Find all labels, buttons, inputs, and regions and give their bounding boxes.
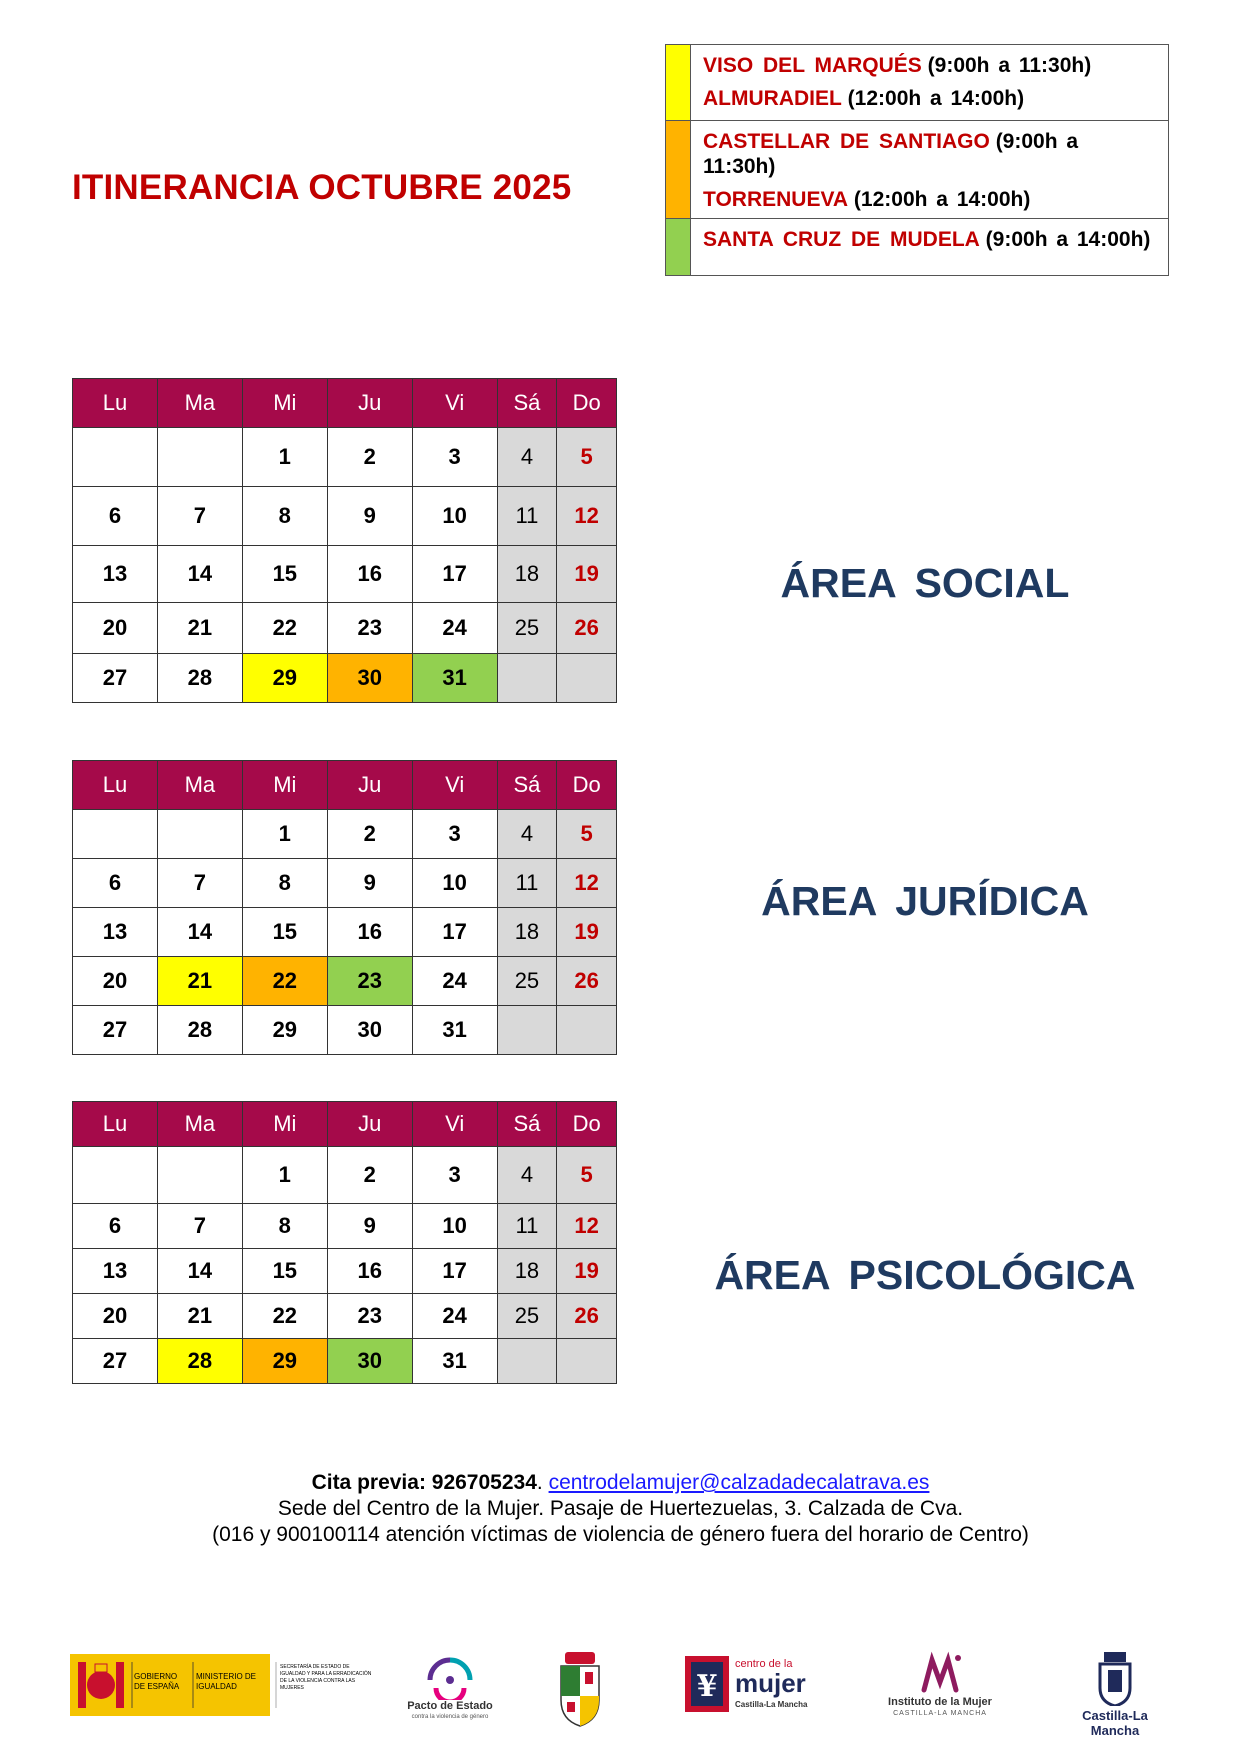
- legend-line: [703, 53, 1156, 78]
- calendar-week-row: [73, 1006, 617, 1055]
- weekday-header: Mi: [242, 379, 327, 428]
- gobierno-text: GOBIERNO DE ESPAÑA: [134, 1672, 180, 1691]
- email-link[interactable]: centrodelamujer@calzadadecalatrava.es: [548, 1471, 930, 1494]
- calendar-week-row: [73, 1249, 617, 1294]
- calendar-day-cell: 27: [73, 654, 158, 703]
- calendar-day-cell: 24: [412, 603, 497, 654]
- legend-entry: [691, 219, 1169, 276]
- calendar-day-cell: 12: [557, 859, 617, 908]
- weekday-header: Ju: [327, 379, 412, 428]
- calendar-day-cell: [557, 1006, 617, 1055]
- calendar-week-row: [73, 487, 617, 546]
- calendar-week-row: [73, 810, 617, 859]
- calendar-day-cell: 14: [157, 546, 242, 603]
- weekday-header: Ma: [157, 761, 242, 810]
- weekday-header: Ma: [157, 1102, 242, 1147]
- calendar-week-row: [73, 1204, 617, 1249]
- legend-line: [703, 129, 1156, 179]
- calendar-day-cell: 23: [327, 603, 412, 654]
- calendar-psicologica: [72, 1101, 617, 1384]
- calendar-day-cell: 25: [497, 957, 557, 1006]
- calendar-day-cell: 27: [73, 1339, 158, 1384]
- calendar-day-cell: 3: [412, 1147, 497, 1204]
- legend-line: [703, 227, 1156, 252]
- calendar-day-cell: 11: [497, 487, 557, 546]
- calendar-day-cell: [73, 428, 158, 487]
- legend-entry: [691, 45, 1169, 121]
- weekday-header: Sá: [497, 761, 557, 810]
- calendar-day-cell: 17: [412, 908, 497, 957]
- calendar-day-cell: 4: [497, 810, 557, 859]
- area-title-psicologica: ÁREA PSICOLÓGICA: [714, 1252, 1136, 1298]
- calendar-day-cell: 13: [73, 908, 158, 957]
- calendar-day-cell: 31: [412, 1006, 497, 1055]
- calendar-day-cell: 12: [557, 487, 617, 546]
- calendar-week-row: [73, 654, 617, 703]
- weekday-header-row: [73, 379, 617, 428]
- legend-entry: [691, 121, 1169, 219]
- calendar-day-cell: 13: [73, 1249, 158, 1294]
- calendar-day-cell: 1: [242, 428, 327, 487]
- calendar-day-cell: 6: [73, 1204, 158, 1249]
- weekday-header: Mi: [242, 761, 327, 810]
- instituto-subtext: CASTILLA-LA MANCHA: [893, 1710, 987, 1717]
- schedule-legend: [665, 44, 1169, 276]
- legend-place: SANTA CRUZ DE MUDELA: [703, 228, 980, 251]
- calendar-day-cell: 10: [412, 1204, 497, 1249]
- weekday-header: Vi: [412, 1102, 497, 1147]
- calendar-day-cell: 6: [73, 859, 158, 908]
- weekday-header: Vi: [412, 761, 497, 810]
- calendar-day-cell: 18: [497, 1249, 557, 1294]
- weekday-header: Mi: [242, 1102, 327, 1147]
- calendar-week-row: [73, 957, 617, 1006]
- address-line: Sede del Centro de la Mujer. Pasaje de Huertezuelas, 3. Calzada de Cva.: [277, 1497, 964, 1520]
- weekday-header-row: [73, 761, 617, 810]
- calendar-day-cell: 15: [242, 1249, 327, 1294]
- calendar-week-row: [73, 859, 617, 908]
- calendar-day-cell: 28: [157, 654, 242, 703]
- centro-main-text: mujer: [735, 1668, 806, 1698]
- calendar-day-cell: 10: [412, 487, 497, 546]
- calendar-day-cell: 27: [73, 1006, 158, 1055]
- calendar-day-cell: 10: [412, 859, 497, 908]
- calendar-day-cell: 22: [242, 1294, 327, 1339]
- calendar-day-cell: 19: [557, 546, 617, 603]
- calendar-day-cell: 8: [242, 487, 327, 546]
- calendar-day-cell: 5: [557, 1147, 617, 1204]
- calendar-day-cell: 1: [242, 810, 327, 859]
- calendar-day-cell: 21: [157, 603, 242, 654]
- calendar-day-cell: 7: [157, 487, 242, 546]
- calendar-week-row: [73, 1294, 617, 1339]
- calendar-day-cell: [157, 428, 242, 487]
- legend-hours: (12:00h a 14:00h): [853, 188, 1031, 211]
- calendar-week-row: [73, 1339, 617, 1384]
- calendar-day-cell: 5: [557, 428, 617, 487]
- calendar-day-cell: 9: [327, 487, 412, 546]
- calendar-day-cell: 23: [327, 1294, 412, 1339]
- weekday-header: Lu: [73, 379, 158, 428]
- legend-color-swatch: [666, 121, 691, 219]
- weekday-header: Sá: [497, 379, 557, 428]
- calendar-day-cell: 1: [242, 1147, 327, 1204]
- legend-place: VISO DEL MARQUÉS: [703, 54, 922, 77]
- logos-bar: [70, 1650, 1180, 1738]
- pacto-subtext: contra la violencia de género: [411, 1714, 489, 1720]
- area-title-social: ÁREA SOCIAL: [780, 560, 1070, 606]
- calendar-day-cell: 28: [157, 1006, 242, 1055]
- calendar-day-cell: 8: [242, 1204, 327, 1249]
- weekday-header-row: [73, 1102, 617, 1147]
- calendar-day-cell: 13: [73, 546, 158, 603]
- weekday-header: Ju: [327, 761, 412, 810]
- calendar-day-cell: 15: [242, 908, 327, 957]
- municipal-coat-of-arms-logo: [555, 1650, 605, 1730]
- centro-mujer-logo: [685, 1650, 815, 1730]
- calendar-day-cell: 20: [73, 957, 158, 1006]
- legend-place: ALMURADIEL: [703, 87, 842, 110]
- appointment-line: Cita previa: 926705234. centrodelamujer@calzadadecalatrava.es: [311, 1471, 930, 1494]
- clm-text: Castilla-La Mancha: [1082, 1708, 1148, 1738]
- weekday-header: Do: [557, 761, 617, 810]
- legend-hours: (9:00h a 14:00h): [985, 228, 1151, 251]
- castilla-la-mancha-logo: [1060, 1650, 1170, 1738]
- calendar-day-cell: [497, 1006, 557, 1055]
- legend-hours: (12:00h a 14:00h): [847, 87, 1025, 110]
- weekday-header: Do: [557, 379, 617, 428]
- instituto-text: Instituto de la Mujer: [888, 1696, 992, 1708]
- calendar-day-cell: 21: [157, 957, 242, 1006]
- area-title-juridica: ÁREA JURÍDICA: [761, 878, 1089, 924]
- appointment-phone: Cita previa: 926705234: [311, 1471, 537, 1494]
- calendar-day-cell: 30: [327, 1006, 412, 1055]
- calendar-day-cell: 11: [497, 1204, 557, 1249]
- calendar-day-cell: 19: [557, 1249, 617, 1294]
- calendar-day-cell: 31: [412, 654, 497, 703]
- calendar-day-cell: 14: [157, 1249, 242, 1294]
- calendar-day-cell: [497, 654, 557, 703]
- calendar-day-cell: [557, 1339, 617, 1384]
- calendar-day-cell: 30: [327, 654, 412, 703]
- calendar-day-cell: [73, 810, 158, 859]
- calendar-day-cell: 26: [557, 1294, 617, 1339]
- calendar-day-cell: 29: [242, 1006, 327, 1055]
- calendar-week-row: [73, 908, 617, 957]
- calendar-day-cell: 4: [497, 428, 557, 487]
- calendar-day-cell: [157, 810, 242, 859]
- gobierno-espana-logo: [70, 1650, 375, 1730]
- calendar-day-cell: 3: [412, 428, 497, 487]
- calendar-day-cell: 2: [327, 810, 412, 859]
- calendar-juridica: [72, 760, 617, 1055]
- pacto-text: Pacto de Estado: [407, 1700, 493, 1712]
- calendar-day-cell: 31: [412, 1339, 497, 1384]
- calendar-day-cell: [557, 654, 617, 703]
- calendar-day-cell: 16: [327, 546, 412, 603]
- calendar-day-cell: 9: [327, 859, 412, 908]
- calendar-day-cell: 24: [412, 957, 497, 1006]
- calendar-day-cell: [157, 1147, 242, 1204]
- calendar-day-cell: 22: [242, 603, 327, 654]
- calendar-day-cell: 16: [327, 908, 412, 957]
- calendar-day-cell: 19: [557, 908, 617, 957]
- page-title: ITINERANCIA OCTUBRE 2025: [72, 168, 572, 207]
- calendar-day-cell: 8: [242, 859, 327, 908]
- calendar-day-cell: 20: [73, 1294, 158, 1339]
- calendar-day-cell: 7: [157, 1204, 242, 1249]
- calendar-day-cell: 16: [327, 1249, 412, 1294]
- calendar-day-cell: 2: [327, 428, 412, 487]
- calendar-day-cell: 4: [497, 1147, 557, 1204]
- calendar-day-cell: 22: [242, 957, 327, 1006]
- calendar-day-cell: 25: [497, 603, 557, 654]
- calendar-day-cell: 23: [327, 957, 412, 1006]
- contact-footer: [0, 1470, 1241, 1548]
- calendar-day-cell: 2: [327, 1147, 412, 1204]
- weekday-header: Ma: [157, 379, 242, 428]
- calendar-day-cell: 5: [557, 810, 617, 859]
- legend-hours: (9:00h a 11:30h): [927, 54, 1092, 77]
- centro-sub-text: Castilla-La Mancha: [735, 1700, 808, 1709]
- weekday-header: Ju: [327, 1102, 412, 1147]
- legend-line: [703, 187, 1156, 212]
- calendar-day-cell: 9: [327, 1204, 412, 1249]
- pacto-estado-logo: [400, 1650, 500, 1730]
- calendar-day-cell: 18: [497, 546, 557, 603]
- calendar-day-cell: 26: [557, 957, 617, 1006]
- calendar-day-cell: 26: [557, 603, 617, 654]
- legend-place: TORRENUEVA: [703, 188, 849, 211]
- legend-hours: (9:00h a 11:30h): [703, 130, 1079, 178]
- calendar-day-cell: 3: [412, 810, 497, 859]
- calendar-day-cell: 29: [242, 654, 327, 703]
- calendar-day-cell: 12: [557, 1204, 617, 1249]
- legend-line: [703, 86, 1156, 111]
- centro-top-text: centro de la: [735, 1658, 793, 1670]
- weekday-header: Sá: [497, 1102, 557, 1147]
- weekday-header: Do: [557, 1102, 617, 1147]
- legend-row: [666, 219, 1169, 276]
- legend-place: CASTELLAR DE SANTIAGO: [703, 130, 990, 153]
- calendar-day-cell: 17: [412, 546, 497, 603]
- calendar-social: [72, 378, 617, 703]
- secretaria-text: SECRETARÍA DE ESTADO DE IGUALDAD Y PARA LA ERRADICACIÓN DE LA VIOLENCIA CONTRA LAS MUJERES: [280, 1664, 372, 1691]
- calendar-day-cell: 14: [157, 908, 242, 957]
- calendar-day-cell: 28: [157, 1339, 242, 1384]
- legend-row: [666, 121, 1169, 219]
- calendar-day-cell: [497, 1339, 557, 1384]
- calendar-day-cell: 29: [242, 1339, 327, 1384]
- weekday-header: Lu: [73, 761, 158, 810]
- calendar-day-cell: 6: [73, 487, 158, 546]
- helpline-note: (016 y 900100114 atención víctimas de violencia de género fuera del horario de Centro): [212, 1523, 1029, 1546]
- calendar-day-cell: 15: [242, 546, 327, 603]
- calendar-week-row: [73, 428, 617, 487]
- weekday-header: Lu: [73, 1102, 158, 1147]
- calendar-day-cell: 30: [327, 1339, 412, 1384]
- calendar-day-cell: [73, 1147, 158, 1204]
- legend-color-swatch: [666, 219, 691, 276]
- instituto-mujer-logo: [880, 1650, 1000, 1730]
- calendar-day-cell: 7: [157, 859, 242, 908]
- calendar-week-row: [73, 603, 617, 654]
- calendar-week-row: [73, 546, 617, 603]
- calendar-day-cell: 21: [157, 1294, 242, 1339]
- calendar-day-cell: 20: [73, 603, 158, 654]
- calendar-week-row: [73, 1147, 617, 1204]
- svg-text:¥: ¥: [696, 1669, 718, 1704]
- calendar-day-cell: 25: [497, 1294, 557, 1339]
- legend-color-swatch: [666, 45, 691, 121]
- weekday-header: Vi: [412, 379, 497, 428]
- ministerio-text: MINISTERIO DE IGUALDAD: [196, 1672, 257, 1691]
- legend-row: [666, 45, 1169, 121]
- calendar-day-cell: 11: [497, 859, 557, 908]
- calendar-day-cell: 17: [412, 1249, 497, 1294]
- calendar-day-cell: 18: [497, 908, 557, 957]
- calendar-day-cell: 24: [412, 1294, 497, 1339]
